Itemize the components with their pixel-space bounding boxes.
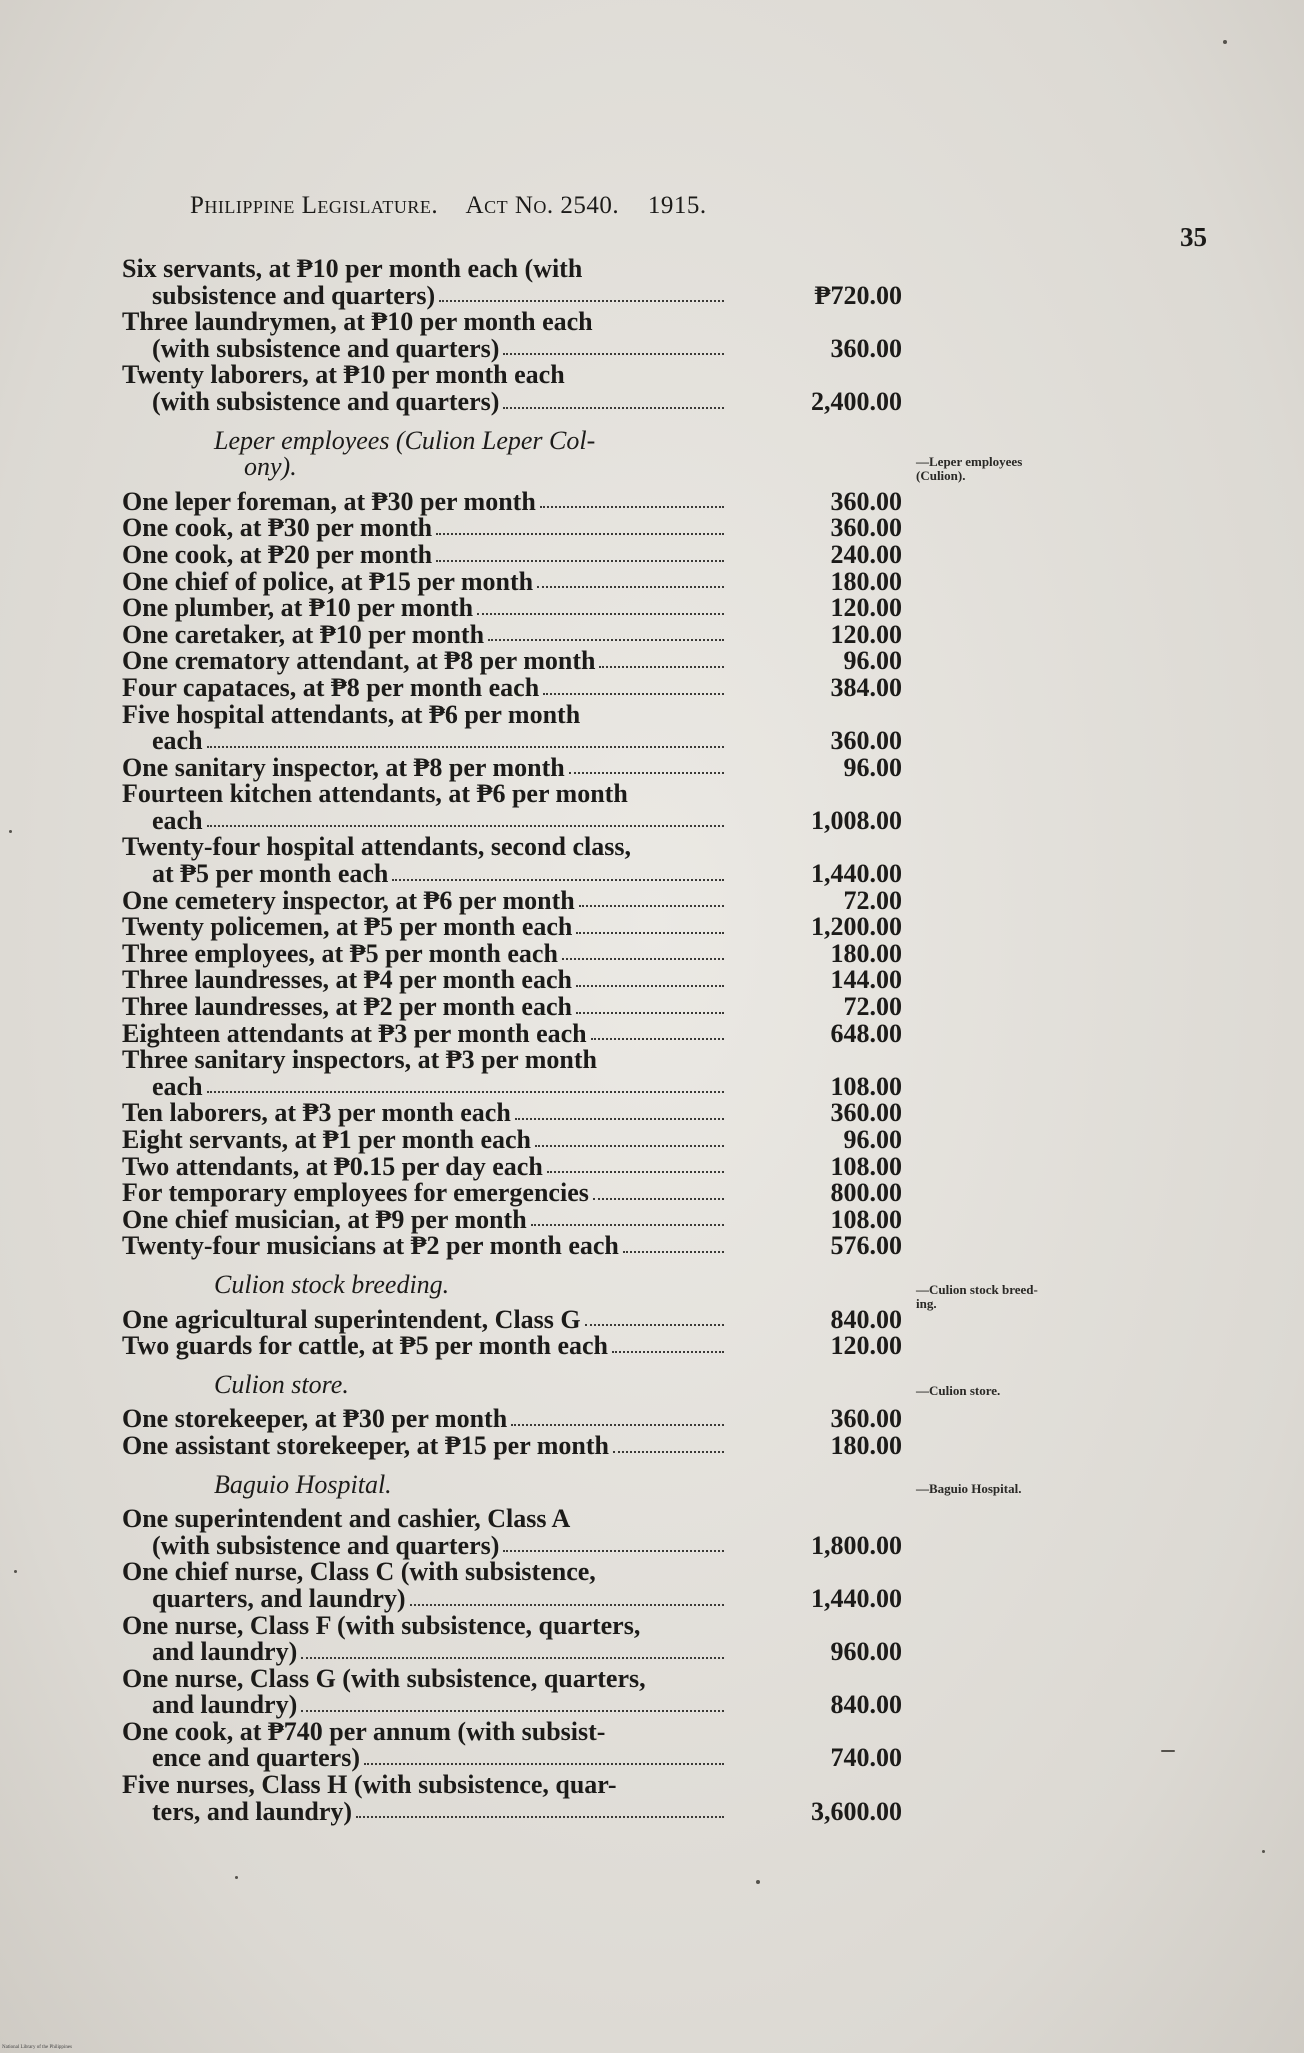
dot-leader — [535, 1145, 724, 1147]
entry-text: Six servants, at ₱10 per month each (with — [122, 254, 583, 283]
dot-leader — [591, 1038, 724, 1040]
appropriation-entry — [122, 566, 902, 596]
entry-description — [122, 309, 726, 362]
dot-leader — [623, 1251, 724, 1253]
entry-amount: 180.00 — [830, 566, 902, 596]
entry-text: each — [152, 1071, 203, 1101]
appropriation-entry — [122, 672, 902, 702]
margin-note-line: ing. — [916, 1296, 937, 1311]
entry-text: and laundry) — [152, 1637, 298, 1667]
dot-leader — [488, 639, 724, 641]
paper-speck — [1161, 1750, 1175, 1752]
entry-text: One cook, at ₱20 per month — [122, 539, 433, 569]
entry-amount: 96.00 — [843, 1125, 902, 1154]
dot-leader — [569, 772, 724, 774]
entry-text: each — [152, 726, 203, 756]
entry-amount: 360.00 — [830, 726, 902, 756]
entry-amount: 740.00 — [830, 1743, 902, 1773]
dot-leader — [613, 1451, 724, 1453]
entry-description — [122, 1151, 726, 1181]
dot-leader — [301, 1710, 724, 1712]
entry-text: Fourteen kitchen attendants, at ₱6 per month — [122, 779, 628, 809]
margin-note-line: —Baguio Hospital. — [916, 1481, 1022, 1496]
entry-description — [122, 1304, 726, 1334]
entry-text: Eight servants, at ₱1 per month each — [122, 1125, 532, 1154]
entry-description — [122, 1180, 726, 1207]
entry-text: Twenty policemen, at ₱5 per month each — [122, 912, 573, 942]
entry-amount: 72.00 — [843, 885, 902, 915]
entry-description — [122, 967, 726, 994]
paper-speck — [1223, 40, 1227, 44]
paper-speck — [9, 830, 12, 833]
entry-amount: 360.00 — [830, 486, 902, 516]
entry-amount: 240.00 — [830, 539, 902, 569]
margin-note — [916, 1283, 1038, 1311]
appropriation-entry — [122, 648, 902, 675]
entry-amount: 120.00 — [830, 593, 902, 623]
entry-text: Three laundresses, at ₱2 per month each — [122, 992, 572, 1022]
entry-description — [122, 1663, 726, 1720]
entry-amount: 960.00 — [830, 1637, 902, 1667]
entry-amount: 2,400.00 — [811, 386, 902, 416]
appropriation-entry — [122, 362, 902, 415]
section-heading: Culion stock breeding. — [214, 1269, 450, 1299]
entry-text: (with subsistence and quarters) — [152, 1530, 500, 1560]
entry-amount: 3,600.00 — [811, 1796, 902, 1826]
dot-leader — [599, 666, 724, 668]
appropriation-entry — [122, 1610, 902, 1667]
entry-text: subsistence and quarters) — [152, 280, 436, 310]
entry-amount: 1,440.00 — [811, 859, 902, 889]
entry-description — [122, 781, 726, 834]
entry-amount: 144.00 — [830, 965, 902, 995]
entry-description — [122, 1047, 726, 1100]
entry-description — [122, 486, 726, 516]
dot-leader — [540, 506, 724, 508]
margin-note-line: —Culion store. — [916, 1383, 1001, 1398]
entry-amount: 96.00 — [843, 646, 902, 676]
dot-leader — [579, 905, 724, 907]
entry-text: One assistant storekeeper, at ₱15 per month — [122, 1430, 610, 1460]
entry-description — [122, 672, 726, 702]
dot-leader — [576, 932, 724, 934]
footer-credit: National Library of the Philippines — [2, 2045, 72, 2050]
entry-text: (with subsistence and quarters) — [152, 386, 500, 416]
entry-description — [122, 1127, 726, 1154]
entry-amount: 1,800.00 — [811, 1530, 902, 1560]
dot-leader — [436, 560, 724, 562]
appropriation-entry — [122, 1772, 902, 1825]
entry-description — [122, 256, 726, 309]
dot-leader — [515, 1118, 724, 1120]
entry-description — [122, 938, 726, 968]
dot-leader — [356, 1816, 724, 1818]
section-heading — [122, 425, 902, 482]
entry-amount: 360.00 — [830, 1098, 902, 1128]
dot-leader — [537, 586, 724, 588]
entry-text: and laundry) — [152, 1690, 298, 1720]
entry-text: Three employees, at ₱5 per month each — [122, 938, 558, 968]
appropriation-entry — [122, 938, 902, 968]
entry-text: One caretaker, at ₱10 per month — [122, 619, 485, 649]
entry-text: each — [152, 805, 203, 835]
entry-amount: 108.00 — [830, 1071, 902, 1101]
entry-amount: 108.00 — [830, 1204, 902, 1234]
appropriation-entry — [122, 1716, 902, 1773]
entry-text: Ten laborers, at ₱3 per month each — [122, 1098, 511, 1128]
entry-description — [122, 699, 726, 756]
entry-text: Two attendants, at ₱0.15 per day each — [122, 1151, 543, 1181]
entry-amount: 1,200.00 — [811, 912, 902, 942]
entry-description — [122, 619, 726, 649]
entry-amount: 800.00 — [830, 1178, 902, 1208]
appropriation-entry — [122, 256, 902, 309]
appropriation-entry — [122, 619, 902, 649]
appropriation-list — [122, 256, 902, 1825]
entry-amount: 648.00 — [830, 1018, 902, 1048]
entry-amount: 360.00 — [830, 1404, 902, 1434]
appropriation-entry — [122, 752, 902, 782]
appropriation-entry — [122, 699, 902, 756]
dot-leader — [576, 1012, 724, 1014]
entry-description — [122, 1610, 726, 1667]
appropriation-entry — [122, 885, 902, 915]
entry-description — [122, 885, 726, 915]
section-heading: Baguio Hospital. — [214, 1469, 392, 1499]
appropriation-entry — [122, 967, 902, 994]
entry-text: Two guards for cattle, at ₱5 per month each — [122, 1331, 609, 1361]
dot-leader — [207, 1091, 724, 1093]
dot-leader — [207, 825, 724, 827]
entry-description — [122, 648, 726, 675]
entry-text: at ₱5 per month each — [152, 859, 389, 889]
entry-description — [122, 1100, 726, 1127]
entry-description — [122, 515, 726, 542]
dot-leader — [503, 353, 724, 355]
appropriation-entry — [122, 486, 902, 516]
entry-description — [122, 834, 726, 887]
entry-text: Twenty laborers, at ₱10 per month each — [122, 360, 565, 390]
margin-note-line: —Culion stock breed- — [916, 1282, 1038, 1297]
dot-leader — [585, 1324, 724, 1326]
entry-amount: ₱720.00 — [814, 280, 902, 310]
appropriation-entry — [122, 1204, 902, 1234]
dot-leader — [531, 1224, 724, 1226]
entry-text: One agricultural superintendent, Class G — [122, 1304, 581, 1334]
entry-amount: 108.00 — [830, 1151, 902, 1181]
appropriation-entry — [122, 1506, 902, 1559]
entry-description — [122, 1559, 726, 1612]
entry-amount: 1,008.00 — [811, 805, 902, 835]
entry-text: Three laundrymen, at ₱10 per month each — [122, 307, 593, 337]
entry-text: One chief nurse, Class C (with subsistence, — [122, 1557, 596, 1587]
section-heading-line: Leper employees (Culion Leper Col- — [214, 425, 596, 455]
appropriation-entry — [122, 1127, 902, 1154]
dot-leader — [477, 613, 724, 615]
entry-description — [122, 914, 726, 941]
dot-leader — [207, 746, 724, 748]
running-head-title: Philippine Legislature. — [190, 192, 439, 219]
appropriation-entry — [122, 1018, 902, 1048]
appropriation-entry — [122, 1406, 902, 1433]
entry-text: For temporary employees for emergencies — [122, 1178, 589, 1208]
entry-text: Eighteen attendants at ₱3 per month each — [122, 1018, 587, 1048]
entry-description — [122, 1233, 726, 1260]
appropriation-entry — [122, 1047, 902, 1100]
entry-text: One crematory attendant, at ₱8 per month — [122, 646, 596, 676]
appropriation-entry — [122, 515, 902, 542]
entry-text: One superintendent and cashier, Class A — [122, 1504, 571, 1534]
dot-leader — [392, 879, 724, 881]
section-heading: Culion store. — [214, 1369, 349, 1399]
entry-text: Five hospital attendants, at ₱6 per month — [122, 699, 581, 729]
entry-description — [122, 1772, 726, 1825]
entry-amount: 576.00 — [830, 1231, 902, 1261]
entry-text: quarters, and laundry) — [152, 1583, 406, 1613]
margin-note-line: —Leper employees — [916, 454, 1023, 469]
dot-leader — [436, 533, 724, 535]
entry-description — [122, 1018, 726, 1048]
dot-leader — [576, 985, 724, 987]
entry-text: Four capataces, at ₱8 per month each — [122, 672, 540, 702]
appropriation-entry — [122, 914, 902, 941]
entry-text: (with subsistence and quarters) — [152, 333, 500, 363]
entry-description — [122, 1430, 726, 1460]
dot-leader — [301, 1657, 724, 1659]
paper-speck — [1262, 1850, 1265, 1853]
entry-description — [122, 994, 726, 1021]
entry-text: One cook, at ₱30 per month — [122, 513, 433, 543]
paper-speck — [235, 1876, 238, 1879]
entry-amount: 840.00 — [830, 1690, 902, 1720]
appropriation-entry — [122, 1430, 902, 1460]
dot-leader — [562, 958, 724, 960]
appropriation-entry — [122, 1151, 902, 1181]
appropriation-entry — [122, 595, 902, 622]
entry-text: One leper foreman, at ₱30 per month — [122, 486, 536, 516]
dot-leader — [364, 1763, 724, 1765]
margin-note — [916, 1482, 1021, 1496]
margin-note — [916, 455, 1022, 483]
dot-leader — [503, 1550, 724, 1552]
entry-description — [122, 566, 726, 596]
entry-text: One chief of police, at ₱15 per month — [122, 566, 534, 596]
entry-amount: 360.00 — [830, 333, 902, 363]
dot-leader — [543, 693, 724, 695]
dot-leader — [503, 407, 724, 409]
entry-text: Three laundresses, at ₱4 per month each — [122, 965, 572, 995]
entry-text: Twenty-four musicians at ₱2 per month each — [122, 1231, 619, 1261]
entry-amount: 360.00 — [830, 513, 902, 543]
margin-note — [916, 1384, 1000, 1398]
entry-amount: 384.00 — [830, 672, 902, 702]
appropriation-entry — [122, 781, 902, 834]
appropriation-entry — [122, 1180, 902, 1207]
paper-speck — [14, 1570, 17, 1573]
dot-leader — [612, 1351, 724, 1353]
entry-amount: 120.00 — [830, 1331, 902, 1361]
entry-text: One chief musician, at ₱9 per month — [122, 1204, 527, 1234]
page-number: 35 — [1180, 222, 1207, 252]
margin-note-line: (Culion). — [916, 468, 966, 483]
entry-text: One nurse, Class G (with subsistence, quarters, — [122, 1663, 646, 1693]
appropriation-entry — [122, 1233, 902, 1260]
entry-description — [122, 1506, 726, 1559]
entry-amount: 180.00 — [830, 938, 902, 968]
entry-text: One sanitary inspector, at ₱8 per month — [122, 752, 565, 782]
dot-leader — [439, 300, 724, 302]
entry-description — [122, 752, 726, 782]
entry-amount: 1,440.00 — [811, 1583, 902, 1613]
section-heading-line: ony). — [244, 452, 297, 482]
entry-text: Five nurses, Class H (with subsistence, quar- — [122, 1770, 617, 1800]
appropriation-entry — [122, 309, 902, 362]
entry-text: One nurse, Class F (with subsistence, quarters, — [122, 1610, 641, 1640]
entry-text: One cook, at ₱740 per annum (with subsist- — [122, 1716, 606, 1746]
entry-description — [122, 1716, 726, 1773]
paper-speck — [756, 1880, 760, 1884]
entry-amount: 120.00 — [830, 619, 902, 649]
entry-description — [122, 1333, 726, 1360]
running-head-act: Act No. 2540. — [465, 192, 620, 219]
running-head — [190, 192, 729, 220]
dot-leader — [511, 1424, 724, 1426]
entry-text: One storekeeper, at ₱30 per month — [122, 1404, 508, 1434]
entry-amount: 96.00 — [843, 752, 902, 782]
dot-leader — [547, 1171, 724, 1173]
dot-leader — [410, 1604, 724, 1606]
entry-description — [122, 362, 726, 415]
appropriation-entry — [122, 539, 902, 569]
entry-text: One cemetery inspector, at ₱6 per month — [122, 885, 575, 915]
entry-description — [122, 595, 726, 622]
entry-text: One plumber, at ₱10 per month — [122, 593, 474, 623]
entry-text: Three sanitary inspectors, at ₱3 per month — [122, 1045, 597, 1075]
appropriation-entry — [122, 834, 902, 887]
entry-amount: 840.00 — [830, 1304, 902, 1334]
entry-amount: 72.00 — [843, 992, 902, 1022]
entry-description — [122, 1406, 726, 1433]
entry-amount: 180.00 — [830, 1430, 902, 1460]
appropriation-entry — [122, 1663, 902, 1720]
appropriation-entry — [122, 1304, 902, 1334]
dot-leader — [593, 1198, 724, 1200]
appropriation-entry — [122, 1100, 902, 1127]
entry-description — [122, 539, 726, 569]
appropriation-entry — [122, 994, 902, 1021]
appropriation-entry — [122, 1559, 902, 1612]
entry-text: ence and quarters) — [152, 1743, 360, 1773]
running-head-year: 1915. — [647, 192, 707, 219]
entry-text: ters, and laundry) — [152, 1796, 353, 1826]
entry-description — [122, 1204, 726, 1234]
entry-text: Twenty-four hospital attendants, second class, — [122, 832, 631, 862]
appropriation-entry — [122, 1333, 902, 1360]
